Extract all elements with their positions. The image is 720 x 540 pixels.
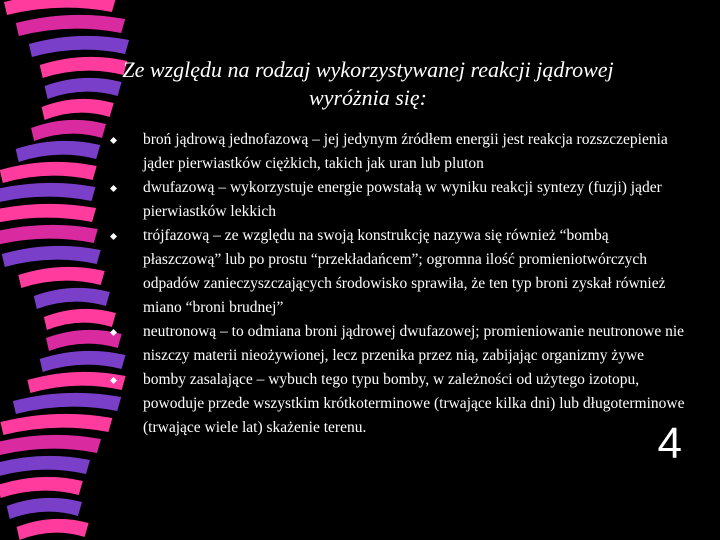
ribbon-segment bbox=[45, 78, 122, 99]
ribbon-segment bbox=[44, 309, 116, 330]
diamond-bullet-icon bbox=[110, 329, 117, 336]
bullet-text: broń jądrową jednofazową – jej jedynym źródłem energii jest reakcja rozszczepienia jąder pierwiastków ciężkich, takich jak uran lub pluton bbox=[143, 131, 668, 172]
ribbon-segment bbox=[16, 15, 125, 36]
diamond-bullet-icon bbox=[110, 233, 117, 240]
bullet-text: bomby zasalające – wybuch tego typu bomby, w zależności od użytego izotopu, powoduje przede wszystkim krótkoterminowe (trwające kilka dni) lub długoterminowe (trwające wiele lat) skażenie terenu. bbox=[143, 371, 685, 436]
list-item bbox=[110, 128, 690, 176]
ribbon-segment bbox=[0, 477, 83, 498]
ribbon-segment bbox=[34, 288, 110, 309]
ribbon-segment bbox=[40, 57, 128, 78]
ribbon-segment bbox=[0, 435, 101, 456]
title-line-1: Ze względu na rodzaj wykorzystywanej reakcji jądrowej bbox=[122, 57, 614, 82]
ribbon-segment bbox=[0, 414, 112, 435]
ribbon-segment bbox=[0, 204, 96, 225]
title-line-2: wyróżnia się: bbox=[309, 85, 427, 110]
ribbon-segment bbox=[29, 36, 129, 57]
bullet-text: dwufazową – wykorzystuje energie powstałą w wyniku reakcji syntezy (fuzji) jąder pierwiastków lekkich bbox=[143, 179, 662, 220]
bullet-text: trójfazową – ze względu na swoją konstrukcję nazywa się również “bombą płaszczową” lub po prostu “przekładańcem”; ogromna ilość promieniotwórczych odpadów zanieczyszczających środowisko sprawiła, że ten typ broni zyskał również miano “broni brudnej” bbox=[143, 227, 666, 316]
ribbon-segment bbox=[4, 0, 116, 15]
list-item bbox=[110, 176, 690, 224]
ribbon-segment bbox=[0, 225, 98, 246]
ribbon-segment bbox=[31, 120, 106, 141]
ribbon-segment bbox=[17, 519, 89, 540]
page-number: 4 bbox=[657, 419, 682, 468]
diamond-bullet-icon bbox=[110, 185, 117, 192]
ribbon-segment bbox=[42, 99, 114, 120]
list-item bbox=[110, 320, 690, 368]
ribbon-segment bbox=[16, 141, 101, 162]
slide-title bbox=[118, 56, 618, 112]
bullet-text: neutronową – to odmiana broni jądrowej dwufazowej; promieniowanie neutronowe nie niszczy materii nieożywionej, lecz przenika przez nią, zabijając organizmy żywe bbox=[143, 323, 685, 364]
ribbon-segment bbox=[2, 246, 101, 267]
ribbon-segment bbox=[0, 456, 90, 477]
ribbon-segment bbox=[7, 498, 82, 519]
list-item bbox=[110, 368, 690, 440]
bullet-list bbox=[110, 128, 690, 440]
diamond-bullet-icon bbox=[110, 137, 117, 144]
ribbon-segment bbox=[0, 183, 96, 204]
ribbon-segment bbox=[13, 393, 121, 414]
ribbon-segment bbox=[0, 162, 97, 183]
ribbon-segment bbox=[18, 267, 104, 288]
diamond-bullet-icon bbox=[110, 377, 117, 384]
list-item bbox=[110, 224, 690, 320]
